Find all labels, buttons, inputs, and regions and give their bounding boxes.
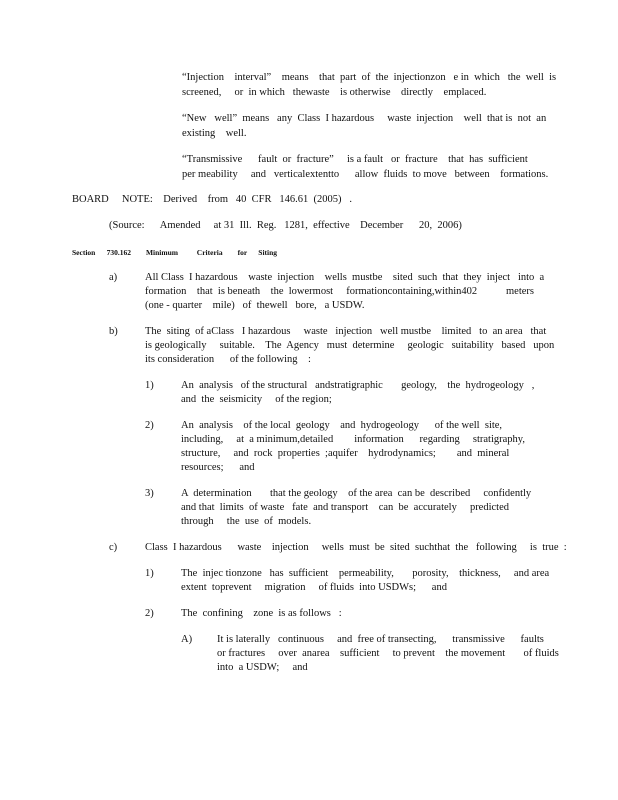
item-label: a) xyxy=(109,272,118,283)
text-line: through the use of models. xyxy=(181,516,312,527)
text-line: Class I hazardous waste injection wells must be sited suchthat the following is true : xyxy=(145,542,567,553)
text-line: existing well. xyxy=(182,128,247,139)
text-line: A determination that the geology of the area can be described confidently xyxy=(181,488,532,499)
text-line: (one - quarter mile) of thewell bore, a USDW. xyxy=(145,300,365,311)
board-note: BOARD NOTE: Derived from 40 CFR 146.61 (2005) . xyxy=(72,194,352,205)
text-line: The confining zone is as follows : xyxy=(181,608,342,619)
text-line: is geologically suitable. The Agency must determine geologic suitability based upon xyxy=(145,340,555,351)
source-note: (Source: Amended at 31 Ill. Reg. 1281, effective December 20, 2006) xyxy=(109,220,462,231)
text-line: “Transmissive fault or fracture” is a fault or fracture that has sufficient xyxy=(182,154,528,165)
text-line: including, at a minimum,detailed information regarding stratigraphy, xyxy=(181,434,525,445)
item-label: c) xyxy=(109,542,118,553)
text-line: and the seismicity of the region; xyxy=(181,394,332,405)
item-label: 1) xyxy=(145,380,154,391)
text-line: The injec tionzone has sufficient permeability, porosity, thickness, and area xyxy=(181,568,550,579)
text-line: or fractures over anarea sufficient to prevent the movement of fluids xyxy=(217,648,559,659)
item-label: 3) xyxy=(145,488,154,499)
text-line: into a USDW; and xyxy=(217,662,308,673)
text-line: An analysis of the local geology and hydrogeology of the well site, xyxy=(181,420,503,431)
item-label: 2) xyxy=(145,420,154,431)
item-label: 1) xyxy=(145,568,154,579)
text-line: and that limits of waste fate and transport can be accurately predicted xyxy=(181,502,510,513)
text-line: per meability and verticalextentto allow fluids to move between formations. xyxy=(182,169,549,180)
section-heading: Section 730.162 Minimum Criteria for Siting xyxy=(72,248,278,257)
text-line: formation that is beneath the lowermost formationcontaining,within402 meters xyxy=(145,286,535,297)
item-label: b) xyxy=(109,326,118,337)
text-line: All Class I hazardous waste injection wells mustbe sited such that they inject into a xyxy=(145,272,545,283)
text-line: its consideration of the following : xyxy=(145,354,311,365)
text-line: resources; and xyxy=(181,462,255,473)
text-line: The siting of aClass I hazardous waste injection well mustbe limited to an area that xyxy=(145,326,547,337)
text-line: An analysis of the structural andstratigraphic geology, the hydrogeology , xyxy=(181,380,535,391)
text-line: It is laterally continuous and free of transecting, transmissive faults xyxy=(217,634,544,645)
text-line: structure, and rock properties ;aquifer hydrodynamics; and mineral xyxy=(181,448,510,459)
text-line: “Injection interval” means that part of the injectionzon e in which the well is xyxy=(182,72,557,83)
text-line: screened, or in which thewaste is otherwise directly emplaced. xyxy=(182,87,487,98)
item-label: 2) xyxy=(145,608,154,619)
text-line: “New well” means any Class I hazardous waste injection well that is not an xyxy=(182,113,547,124)
text-line: extent toprevent migration of fluids into USDWs; and xyxy=(181,582,447,593)
item-label: A) xyxy=(181,634,193,645)
